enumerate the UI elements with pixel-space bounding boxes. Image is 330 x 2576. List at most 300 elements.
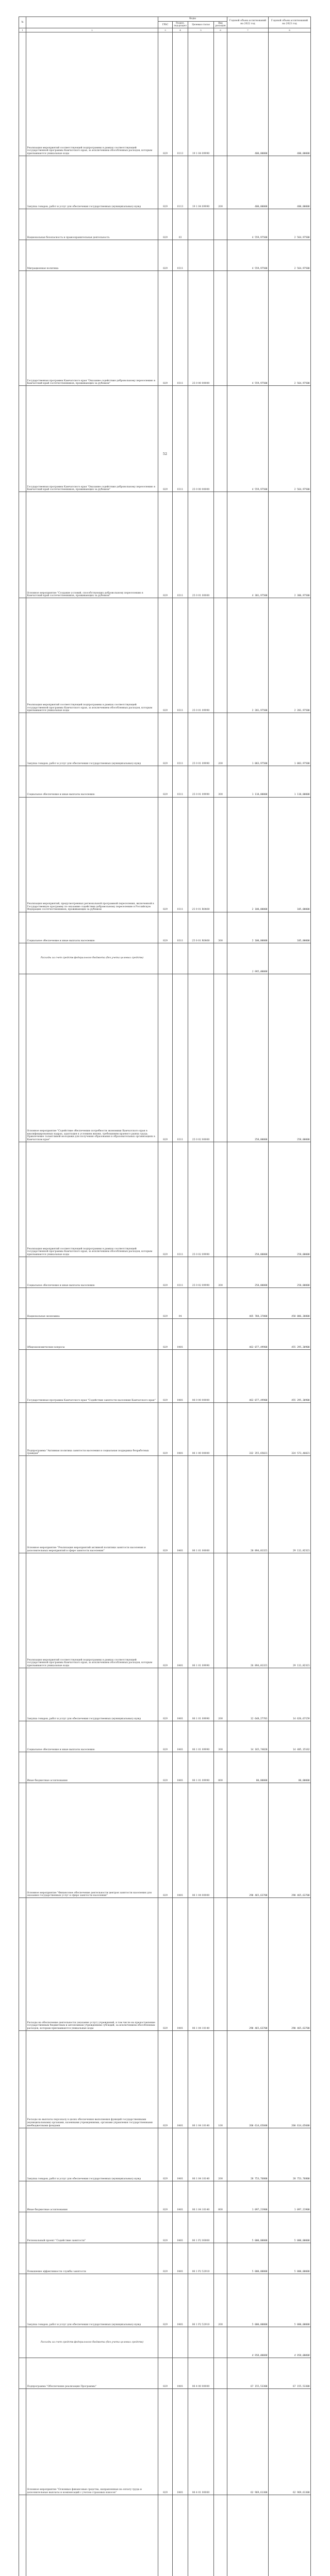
header-num: № [19,17,26,28]
row-celevaya: 06 1 04 10140 [188,2030,214,2128]
row-grbs [158,2327,173,2358]
row-grbs: 829 [158,32,173,156]
row-razdel: 0401 [173,2243,188,2274]
row-amount-2023: 400,00000 [269,32,311,156]
row-amount-2022: 1 118,00000 [227,766,269,797]
row-amount-2022: 28 753,76800 [227,2128,269,2181]
row-amount-2022: 4 301,97500 [227,492,269,598]
row-grbs: 829 [158,1456,173,1553]
row-grbs: 829 [158,2358,173,2389]
row-vid [214,1350,227,1403]
row-amount-2023: 80,00000 [269,1752,311,1783]
row-grbs: 829 [158,2243,173,2274]
row-name: Социальное обеспечение и иные выплаты населению [26,912,158,943]
row-vid [214,2358,227,2389]
num-cell [19,598,26,713]
header-index-row [19,28,311,32]
row-amount-2022: 67 155,53300 [227,2358,269,2389]
row-amount-2022: 20 894,01321 [227,1456,269,1553]
row-razdel: 0311 [173,598,188,713]
row-amount-2022: 290 465,63700 [227,1783,269,1898]
row-celevaya: 06 0 00 00000 [188,1350,214,1403]
num-cell [19,209,26,240]
row-amount-2023: 14 405,15162 [269,1721,311,1752]
row-name: Закупка товаров, работ и услуг для обеспечения государственных (муниципальных) нужд [26,2128,158,2181]
row-grbs: 829 [158,1142,173,1257]
num-cell [19,1721,26,1752]
row-amount-2022: 4 559,97500 [227,271,269,386]
table-row [19,2389,311,2495]
row-razdel: 0401 [173,2358,188,2389]
table-row [19,1668,311,1721]
row-razdel: 0401 [173,2274,188,2327]
row-name: Закупка товаров, работ и услуг для обеспечения государственных (муниципальных) нужд [26,1668,158,1721]
row-amount-2023: 2 564,97500 [269,386,311,492]
row-grbs: 829 [158,1319,173,1350]
row-grbs: 829 [158,1721,173,1752]
row-amount-2023: 105,00000 [269,797,311,912]
row-amount-2022: 62 969,61300 [227,2389,269,2495]
table-row [19,2495,311,2576]
num-cell [19,2274,26,2327]
num-cell [19,1456,26,1553]
table-row [19,209,311,240]
row-grbs: 829 [158,2128,173,2181]
table-row [19,1898,311,2031]
num-cell [19,912,26,943]
row-name: Расходы за счет средств федерального бюджета (без учета целевых средств) [26,2327,158,2358]
row-razdel: 04 [173,1288,188,1319]
row-amount-2022: 4 559,97500 [227,209,269,240]
row-vid [214,386,227,492]
row-grbs: 829 [158,2030,173,2128]
row-grbs: 829 [158,492,173,598]
num-cell [19,1553,26,1668]
row-name: Иные бюджетные ассигнования [26,1752,158,1783]
row-vid [214,2495,227,2576]
row-vid: 200 [214,1668,227,1721]
row-celevaya: 06 1 00 00000 [188,1403,214,1456]
row-razdel: 0401 [173,1553,188,1668]
row-name: Закупка товаров, работ и услуг для обеспечения государственных (муниципальных) нужд [26,2274,158,2327]
row-celevaya: 25 0 02 09990 [188,1257,214,1288]
num-cell [19,386,26,492]
row-grbs: 829 [158,2389,173,2495]
row-grbs: 829 [158,1257,173,1288]
page-number: 52 [162,452,168,456]
table-row [19,2274,311,2327]
row-grbs: 829 [158,2274,173,2327]
row-amount-2023: 5 000,00000 [269,2274,311,2327]
table-row [19,2128,311,2181]
row-celevaya: 06 1 01 09990 [188,1553,214,1668]
num-cell [19,2128,26,2181]
row-vid [214,2327,227,2358]
row-razdel: 0401 [173,2389,188,2495]
row-razdel: 0311 [173,912,188,943]
row-celevaya [188,209,214,240]
row-vid [214,2212,227,2243]
row-name: Основное мероприятие "Реализация мероприятий активной политики занятости населения и дополнительных мероприятий в сфере занятости населения" [26,1456,158,1553]
row-name: Реализация мероприятий соответствующей подпрограммы в рамках соответствующей государственной программы Камчатского края, за исключением обособленных расходов, которым присваиваются уникальные коды [26,1142,158,1257]
row-amount-2023: 2 306,97500 [269,492,311,598]
num-cell [19,1783,26,1898]
row-vid [214,974,227,1142]
row-amount-2023: 2 564,97500 [269,240,311,271]
row-vid: 300 [214,912,227,943]
row-vid: 200 [214,2274,227,2327]
row-razdel: 0401 [173,2212,188,2243]
row-razdel: 0311 [173,492,188,598]
table-row [19,2358,311,2389]
table-row [19,713,311,766]
row-celevaya: 25 0 02 09990 [188,1142,214,1257]
row-razdel [173,943,188,974]
row-amount-2023: 258,00000 [269,1257,311,1288]
row-celevaya: 25 0 01 09990 [188,766,214,797]
row-razdel: 0401 [173,1898,188,2031]
header-celevaya: Целевая статья [188,22,214,28]
row-celevaya: 06 1 01 09990 [188,1752,214,1783]
table-row [19,492,311,598]
row-razdel: 0311 [173,240,188,271]
row-amount-2022: 2 100,00000 [227,797,269,912]
num-cell [19,32,26,156]
table-row [19,974,311,1142]
row-celevaya: 06 1 01 09990 [188,1721,214,1752]
row-vid: 300 [214,1257,227,1288]
row-amount-2022: 400,00000 [227,32,269,156]
row-grbs: 829 [158,974,173,1142]
num-cell [19,797,26,912]
row-grbs [158,2495,173,2576]
table-row [19,1752,311,1783]
row-name: Подпрограмма "Активная политика занятости населения и социальная поддержка безработных граждан" [26,1403,158,1456]
row-vid [214,271,227,386]
row-name: Региональный проект "Содействие занятости" [26,2212,158,2243]
row-amount-2023: 258,00000 [269,974,311,1142]
row-celevaya: 25 0 01 R0860 [188,912,214,943]
row-amount-2023: 67 155,53300 [269,2358,311,2389]
num-cell [19,271,26,386]
row-amount-2022: 4 559,97500 [227,386,269,492]
row-name: Иные бюджетные ассигнования [26,2181,158,2212]
num-cell [19,2358,26,2389]
row-celevaya: 25 0 00 00000 [188,386,214,492]
row-name: Государственная программа Камчатского края "Содействие занятости населения Камчатского края" [26,1350,158,1403]
row-vid [214,2389,227,2495]
header-row [19,17,311,22]
row-vid [214,240,227,271]
row-amount-2023: 455 295,30900 [269,1350,311,1403]
row-vid [214,2243,227,2274]
row-celevaya: 06 1 P2 52910 [188,2243,214,2274]
row-amount-2023 [269,2495,311,2576]
row-name: Расходы на обеспечение деятельности (оказание услуг) учреждений, в том числе на предоставление государственным бюджетным и автономным учреждениям субсидий, за исключением обособленных расходов, которым присваиваются уникальные коды [26,1898,158,2031]
row-razdel: 0401 [173,2181,188,2212]
row-amount-2022: 2 201,97500 [227,598,269,713]
header-vid: Вид расходов [214,22,227,28]
num-cell [19,1319,26,1350]
row-celevaya: 25 0 01 09990 [188,598,214,713]
header-index: 7 [227,28,269,32]
table-row [19,766,311,797]
row-name: Основное мероприятие "Содействие обеспечению потребности экономики Камчатского края в квалифицированных кадрах, адаптация к условиям жизни, требованиям краевого рынка труда; Привлечение талантливой молодежи для получения образования в образовательных организациях в Камчатском крае" [26,974,158,1142]
header-index: 5 [188,28,214,32]
row-name: Национальная экономика [26,1288,158,1319]
row-amount-2023: 29 111,82321 [269,1553,311,1668]
table-row [19,240,311,271]
row-celevaya [188,2327,214,2358]
table-row [19,1456,311,1553]
row-name: Реализация мероприятий соответствующей подпрограммы в рамках соответствующей государственной программы Камчатского края, за исключением обособленных расходов, которым присваиваются уникальные коды [26,598,158,713]
row-razdel [173,2327,188,2358]
row-razdel: 0311 [173,797,188,912]
table-row [19,1783,311,1898]
row-vid [214,598,227,713]
row-amount-2023: 458 006,38800 [269,1288,311,1319]
num-cell [19,2212,26,2243]
row-razdel: 0401 [173,2030,188,2128]
row-grbs: 829 [158,156,173,209]
num-cell [19,713,26,766]
table-row [19,1553,311,1668]
row-amount-2023: 455 295,30900 [269,1319,311,1350]
row-vid [214,1783,227,1898]
row-amount-2023: 1 083,97500 [269,713,311,766]
row-amount-2023: 290 465,63700 [269,1783,311,1898]
num-cell [19,2389,26,2495]
row-vid: 800 [214,1752,227,1783]
table-row [19,1257,311,1288]
table-row [19,2327,311,2358]
row-razdel: 0311 [173,386,188,492]
num-cell [19,943,26,974]
row-celevaya: 25 0 00 00000 [188,271,214,386]
row-razdel [173,2495,188,2576]
row-name [26,2495,158,2576]
table-body [19,32,311,2576]
row-amount-2022: 4 559,97500 [227,240,269,271]
row-celevaya [188,1288,214,1319]
row-amount-2022 [227,2495,269,2576]
row-amount-2023: 5 000,00000 [269,2212,311,2243]
row-razdel: 0401 [173,1456,188,1553]
row-name: Социальное обеспечение и иные выплаты населению [26,1721,158,1752]
num-cell [19,156,26,209]
row-amount-2023: 1 118,00000 [269,766,311,797]
row-razdel: 0401 [173,1319,188,1350]
row-celevaya: 25 0 02 00000 [188,974,214,1142]
row-amount-2022: 463 077,49900 [227,1350,269,1403]
row-razdel: 0401 [173,1721,188,1752]
row-celevaya: 06 1 04 10140 [188,2128,214,2181]
row-grbs: 829 [158,1668,173,1721]
header-index: 3 [158,28,173,32]
num-cell [19,1142,26,1257]
num-cell [19,1898,26,2031]
row-celevaya: 19 1 04 09990 [188,156,214,209]
row-grbs: 829 [158,598,173,713]
header-index: 2 [26,28,158,32]
header-index: 1 [19,28,26,32]
table-row [19,156,311,209]
row-name: Расходы за счет средств федерального бюджета (без учета целевых средств) [26,943,158,974]
num-cell [19,240,26,271]
row-vid [214,209,227,240]
row-grbs: 829 [158,2181,173,2212]
row-celevaya: 06 4 01 00000 [188,2389,214,2495]
row-grbs: 829 [158,766,173,797]
row-name: Основное мероприятие "Создание условий, способствующих добровольному переселению в Камчатский край соотечественников, проживающих за рубежом" [26,492,158,598]
row-celevaya: 06 1 01 09990 [188,1668,214,1721]
budget-sheet [19,16,310,2576]
header-year-2023: Годовой объем ассигнований на 2023 год [269,17,311,28]
row-vid: 100 [214,2030,227,2128]
row-razdel: 0113 [173,156,188,209]
row-amount-2023: 29 111,82321 [269,1456,311,1553]
row-razdel: 0401 [173,1350,188,1403]
row-name: Повышение эффективности службы занятости [26,2243,158,2274]
row-amount-2022: 465 788,37800 [227,1288,269,1319]
row-vid: 300 [214,1721,227,1752]
row-razdel: 0401 [173,1403,188,1456]
budget-table [19,16,311,2576]
row-celevaya [188,1319,214,1350]
table-row [19,1142,311,1257]
row-razdel: 0401 [173,1783,188,1898]
row-razdel: 0311 [173,1142,188,1257]
row-grbs: 829 [158,1783,173,1898]
row-name: Государственная программа Камчатского края "Оказание содействия добровольному переселению в Камчатский край соотечественников, проживающих за рубежом" [26,386,158,492]
row-vid [214,1142,227,1257]
row-grbs: 829 [158,1350,173,1403]
table-row [19,797,311,912]
row-vid: 300 [214,766,227,797]
row-razdel: 0401 [173,1752,188,1783]
table-row [19,912,311,943]
row-amount-2022: 258,00000 [227,1257,269,1288]
row-amount-2023 [269,943,311,974]
row-grbs: 829 [158,1288,173,1319]
header-index: 6 [214,28,227,32]
num-cell [19,492,26,598]
row-grbs: 829 [158,797,173,912]
row-celevaya: 06 1 P2 52910 [188,2274,214,2327]
row-amount-2022: 258,00000 [227,974,269,1142]
row-amount-2023: 5 000,00000 [269,2243,311,2274]
row-vid [214,1553,227,1668]
row-name: Общеэкономические вопросы [26,1319,158,1350]
row-name: Реализация мероприятий соответствующей подпрограммы в рамках соответствующей государственной программы Камчатского края, за исключением обособленных расходов, которым присваиваются уникальные коды [26,1553,158,1668]
row-amount-2022: 2 100,00000 [227,912,269,943]
row-name: Социальное обеспечение и иные выплаты населению [26,766,158,797]
row-amount-2023: 105,00000 [269,912,311,943]
row-razdel: 0311 [173,974,188,1142]
row-razdel: 03 [173,209,188,240]
table-row [19,386,311,492]
row-celevaya: 06 1 04 00000 [188,1783,214,1898]
row-razdel: 0311 [173,766,188,797]
row-vid [214,1898,227,2031]
row-vid [214,1403,227,1456]
row-razdel: 0113 [173,32,188,156]
row-grbs: 829 [158,713,173,766]
row-celevaya: 25 0 01 00000 [188,492,214,598]
row-amount-2022: 463 077,49900 [227,1319,269,1350]
table-row [19,1350,311,1403]
row-celevaya [188,2495,214,2576]
header-razdel: Раздел, под-раздел [173,22,188,28]
row-celevaya: 06 1 04 10140 [188,2181,214,2212]
row-celevaya: 25 0 01 R0860 [188,797,214,912]
row-amount-2022: 332 355,65021 [227,1403,269,1456]
row-vid [214,1288,227,1319]
row-vid [214,943,227,974]
num-cell [19,1668,26,1721]
table-row [19,271,311,386]
row-amount-2023: 1 097,21900 [269,2181,311,2212]
row-razdel: 0311 [173,271,188,386]
table-row [19,1403,311,1456]
row-vid [214,797,227,912]
table-row [19,598,311,713]
row-name: Подпрограмма "Обеспечение реализации Программы" [26,2358,158,2389]
row-amount-2022: 260 614,65600 [227,2030,269,2128]
table-row [19,943,311,974]
header-index: 4 [173,28,188,32]
row-amount-2023: 400,00000 [269,156,311,209]
header-name [26,17,158,28]
row-amount-2022: 1 097,21900 [227,2181,269,2212]
num-cell [19,2181,26,2212]
table-row [19,1319,311,1350]
row-celevaya: 25 0 01 09990 [188,713,214,766]
row-amount-2023: 28 753,76800 [269,2128,311,2181]
row-grbs: 829 [158,912,173,943]
table-row [19,2181,311,2212]
row-grbs [158,943,173,974]
row-grbs: 829 [158,386,173,492]
row-name: Закупка товаров, работ и услуг для обеспечения государственных (муниципальных) нужд [26,713,158,766]
row-vid [214,1319,227,1350]
row-amount-2023: 4 950,00000 [269,2327,311,2358]
header-grbs: ГРБС [158,22,173,28]
row-amount-2022: 12 648,27701 [227,1668,269,1721]
row-grbs: 829 [158,209,173,240]
row-name: Социальное обеспечение и иные выплаты населению [26,1257,158,1288]
table-row [19,2030,311,2128]
num-cell [19,2327,26,2358]
row-amount-2023: 258,00000 [269,1142,311,1257]
row-amount-2023: 62 969,61300 [269,2389,311,2495]
num-cell [19,1752,26,1783]
row-grbs: 829 [158,1553,173,1668]
row-amount-2022: 26 894,01321 [227,1553,269,1668]
row-name: Реализация мероприятий, предусмотренных региональной программой переселения, включенной в Государственную программу по оказанию содействия добровольному переселению в Российскую Федерацию соотечественников, проживающих за рубежом [26,797,158,912]
row-amount-2022: 5 000,00000 [227,2212,269,2243]
table-row [19,2212,311,2243]
row-grbs: 829 [158,271,173,386]
num-cell [19,1257,26,1288]
row-celevaya: 06 1 04 10140 [188,1898,214,2031]
table-row [19,32,311,156]
table-row [19,1721,311,1752]
row-vid [214,1456,227,1553]
row-name: Основное мероприятие "Финансовое обеспечение деятельности центров занятости населения для оказания государственных услуг в сфере занятости населения" [26,1783,158,1898]
row-amount-2022: 1 083,97500 [227,713,269,766]
row-name: Расходы на выплаты персоналу в целях обеспечения выполнения функций государственными (муниципальными) органами, казенными учреждениями, органами управления государственными внебюджетными фондами [26,2030,158,2128]
